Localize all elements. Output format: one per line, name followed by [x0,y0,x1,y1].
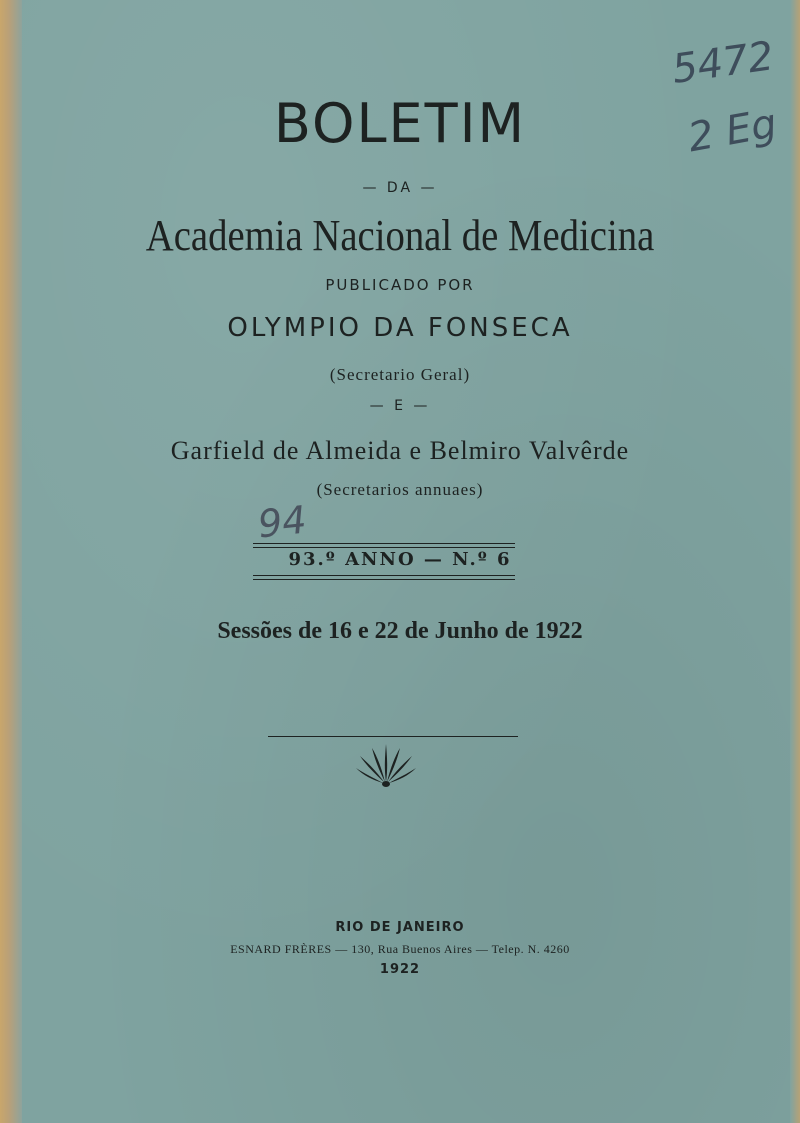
academy-name: Academia Nacional de Medicina [145,211,655,260]
sessions-dates: Sessões de 16 e 22 de Junho de 1922 [217,618,583,644]
editor-name: OLYMPIO DA FONSECA [227,313,573,343]
publication-year: 1922 [379,962,421,977]
co-editors-role: (Secretarios annuaes) [316,480,484,499]
bulletin-title: BOLETIM [273,92,527,155]
issue-rule-bottom [253,575,515,576]
co-editors: Garfield de Almeida e Belmiro Valvêrde [170,436,630,465]
da-connector: — DA — [362,180,438,196]
issue-number: 93.º ANNO — N.º 6 [288,549,512,570]
handwritten-catalog-number: 5472 [669,33,777,93]
issue-rule-top-2 [253,547,515,548]
issue-rule-top [253,543,515,544]
issue-rule-bottom-2 [253,579,515,580]
city: RIO DE JANEIRO [335,920,465,935]
fan-ornament-icon [355,738,417,788]
published-by-label: PUBLICADO POR [325,276,475,294]
handwritten-catalog-note: 2 Eg [684,100,781,162]
editor-role: (Secretario Geral) [329,365,471,384]
handwritten-issue-correction: 94 [255,497,309,547]
printer-line: ESNARD FRÈRES — 130, Rua Buenos Aires — Telep. N. 4260 [230,942,570,956]
ornament-rule [268,736,518,737]
e-connector: — E — [369,398,431,414]
